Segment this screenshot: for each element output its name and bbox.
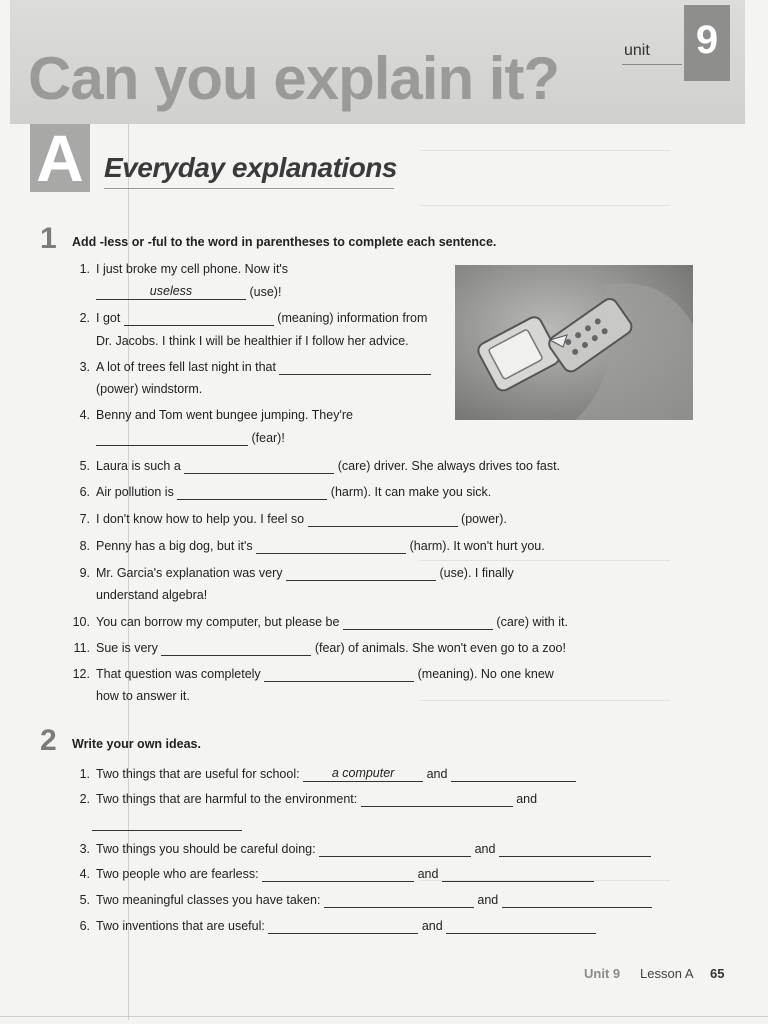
- exercise-item: [72, 360, 431, 375]
- and-word: and: [417, 867, 439, 881]
- exercise-item: [72, 262, 288, 277]
- item-text: (harm). It can make you sick.: [330, 485, 492, 499]
- item-text: (meaning) information from: [277, 311, 428, 325]
- item-number: 2.: [79, 792, 90, 806]
- broken-cell-phone-photo: [455, 265, 693, 420]
- exercise-number: 1: [40, 222, 57, 255]
- show-through-line: [420, 560, 670, 561]
- exercise-item: [72, 459, 560, 474]
- exercise-item: [96, 284, 281, 300]
- answer-blank[interactable]: [499, 843, 651, 857]
- item-text: (use)!: [249, 285, 282, 299]
- answer-blank[interactable]: [286, 567, 436, 581]
- exercise-item-continued: understand algebra!: [96, 588, 208, 602]
- answer-blank[interactable]: [279, 361, 431, 375]
- exercise-item: [72, 919, 596, 934]
- item-number: 10.: [72, 615, 90, 629]
- exercise-item: [72, 842, 651, 857]
- and-word: and: [474, 842, 496, 856]
- item-number: 12.: [72, 667, 90, 681]
- item-text: (harm). It won't hurt you.: [409, 539, 545, 553]
- item-number: 3.: [79, 842, 90, 856]
- item-text: (power).: [461, 512, 507, 526]
- item-text: (fear)!: [251, 431, 285, 445]
- show-through-line: [420, 150, 670, 151]
- item-text: Two things that are useful for school:: [96, 767, 300, 781]
- show-through-line: [420, 700, 670, 701]
- item-number: 6.: [79, 919, 90, 933]
- exercise-item-continued: how to answer it.: [96, 689, 190, 703]
- item-text: Two things that are harmful to the environment:: [96, 792, 358, 806]
- item-text: That question was completely: [96, 667, 261, 681]
- item-text: Air pollution is: [96, 485, 174, 499]
- answer-blank[interactable]: [502, 894, 652, 908]
- section-letter: A: [36, 121, 84, 195]
- exercise-item: [72, 539, 545, 554]
- exercise-item-continued: (power) windstorm.: [96, 382, 203, 396]
- item-text: Two things you should be careful doing:: [96, 842, 316, 856]
- item-number: 7.: [79, 512, 90, 526]
- unit-label: unit: [624, 42, 650, 59]
- exercise-item: [72, 485, 491, 500]
- show-through-line: [420, 205, 670, 206]
- answer-blank[interactable]: [319, 843, 471, 857]
- answer-blank[interactable]: [264, 668, 414, 682]
- item-number: 2.: [79, 311, 90, 325]
- item-text: Penny has a big dog, but it's: [96, 539, 253, 553]
- answer-blank[interactable]: useless: [96, 284, 246, 300]
- exercise-item: [72, 893, 652, 908]
- exercise-item: [66, 667, 554, 682]
- answer-blank[interactable]: [442, 868, 594, 882]
- exercise-instruction: Write your own ideas.: [72, 737, 201, 751]
- answer-blank[interactable]: [451, 768, 576, 782]
- exercise-item: [96, 431, 285, 446]
- item-number: 1.: [79, 262, 90, 276]
- answer-blank[interactable]: [324, 894, 474, 908]
- page-title: Can you explain it?: [28, 45, 560, 112]
- item-number: 6.: [79, 485, 90, 499]
- answer-blank[interactable]: [262, 868, 414, 882]
- item-text: I don't know how to help you. I feel so: [96, 512, 305, 526]
- item-text: (meaning). No one knew: [417, 667, 554, 681]
- exercise-item: [72, 566, 514, 581]
- exercise-item: [72, 311, 427, 326]
- item-text: I just broke my cell phone. Now it's: [96, 262, 289, 276]
- item-text: I got: [96, 311, 121, 325]
- answer-blank[interactable]: [96, 432, 248, 446]
- answer-blank[interactable]: [361, 793, 513, 807]
- item-text: You can borrow my computer, but please be: [96, 615, 340, 629]
- exercise-item-continued: Dr. Jacobs. I think I will be healthier if I follow her advice.: [96, 334, 409, 348]
- footer-lesson: Lesson A: [640, 966, 694, 981]
- exercise-item: [72, 408, 353, 423]
- and-word: and: [477, 893, 499, 907]
- item-number: 11.: [73, 641, 90, 655]
- item-text: (care) with it.: [496, 615, 568, 629]
- item-number: 3.: [79, 360, 90, 374]
- phone-photo-graphic: [455, 265, 693, 420]
- exercise-instruction: Add -less or -ful to the word in parentheses to complete each sentence.: [72, 235, 497, 249]
- item-number: 4.: [79, 408, 90, 422]
- item-text: (care) driver. She always drives too fast.: [337, 459, 561, 473]
- item-text: Laura is such a: [96, 459, 181, 473]
- item-number: 9.: [79, 566, 90, 580]
- item-text: Two meaningful classes you have taken:: [96, 893, 321, 907]
- page-number: 65: [710, 966, 725, 981]
- item-text: Two people who are fearless:: [96, 867, 259, 881]
- exercise-item: [72, 512, 507, 527]
- unit-label-rule: [622, 64, 682, 65]
- unit-number: 9: [695, 18, 719, 62]
- item-text: Benny and Tom went bungee jumping. They're: [96, 408, 353, 422]
- item-text: Mr. Garcia's explanation was very: [96, 566, 283, 580]
- answer-blank[interactable]: [184, 460, 334, 474]
- answer-blank[interactable]: [161, 642, 311, 656]
- exercise-item-continued: [92, 816, 242, 831]
- answer-blank[interactable]: [308, 513, 458, 527]
- item-number: 1.: [79, 767, 90, 781]
- page-bottom-rule: [0, 1016, 768, 1017]
- item-text: (use). I finally: [439, 566, 514, 580]
- and-word: and: [516, 792, 538, 806]
- item-text: Two inventions that are useful:: [96, 919, 265, 933]
- answer-blank[interactable]: a computer: [303, 766, 423, 782]
- exercise-item: [72, 792, 537, 807]
- answer-blank[interactable]: [256, 540, 406, 554]
- item-number: 5.: [79, 459, 90, 473]
- item-number: 8.: [79, 539, 90, 553]
- item-text: (fear) of animals. She won't even go to a zoo!: [314, 641, 566, 655]
- answer-blank[interactable]: [446, 920, 596, 934]
- answer-blank[interactable]: [343, 616, 493, 630]
- exercise-item: [72, 766, 576, 782]
- exercise-item: [72, 867, 594, 882]
- answer-blank[interactable]: [92, 817, 242, 831]
- exercise-item: [66, 615, 568, 630]
- answer-blank[interactable]: [268, 920, 418, 934]
- item-number: 5.: [79, 893, 90, 907]
- exercise-number: 2: [40, 724, 57, 757]
- item-text: Sue is very: [96, 641, 158, 655]
- and-word: and: [421, 919, 443, 933]
- footer-unit: Unit 9: [584, 966, 621, 981]
- item-number: 4.: [79, 867, 90, 881]
- answer-blank[interactable]: [124, 312, 274, 326]
- item-text: A lot of trees fell last night in that: [96, 360, 276, 374]
- and-word: and: [426, 767, 448, 781]
- section-title: Everyday explanations: [104, 152, 397, 183]
- exercise-item: [66, 641, 566, 656]
- section-title-rule: [104, 188, 394, 189]
- answer-blank[interactable]: [177, 486, 327, 500]
